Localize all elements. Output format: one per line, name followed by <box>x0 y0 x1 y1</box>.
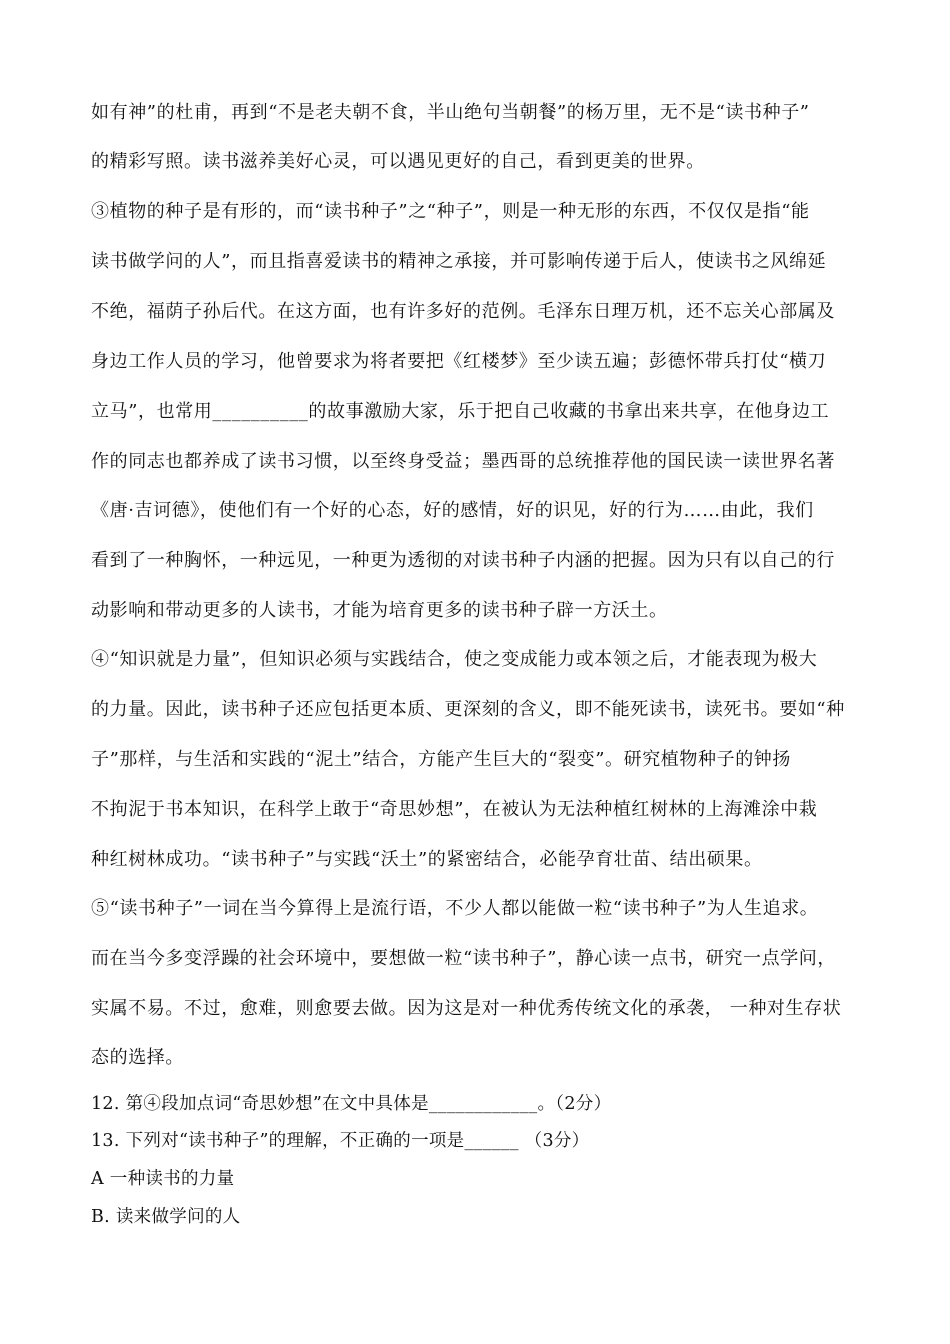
option-a: A 一种读书的力量 <box>91 1169 235 1189</box>
passage-line: ⑤“读书种子”一词在当今算得上是流行语，不少人都以能做一粒“读书种子”为人生追求。 <box>91 898 819 919</box>
passage-line: 如有神”的杜甫，再到“不是老夫朝不食，半山绝句当朝餐”的杨万里，无不是“读书种子” <box>91 102 810 123</box>
passage-line: 动影响和带动更多的人读书，才能为培育更多的读书种子辟一方沃土。 <box>91 600 668 621</box>
passage-line: 而在当今多变浮躁的社会环境中，要想做一粒“读书种子”，静心读一点书，研究一点学问， <box>91 948 836 969</box>
passage-line: 态的选择。 <box>91 1047 184 1068</box>
passage-line: 种红树林成功。“读书种子”与实践“沃土”的紧密结合，必能孕育壮苗、结出硕果。 <box>91 849 763 870</box>
passage-line: ③植物的种子是有形的，而“读书种子”之“种子”，则是一种无形的东西，不仅仅是指“能 <box>91 201 810 222</box>
passage-line: 《唐·吉诃德》，使他们有一个好的心态，好的感情，好的识见，好的行为……由此，我们 <box>91 500 814 521</box>
passage-line: 不拘泥于书本知识，在科学上敢于“奇思妙想”，在被认为无法种植红树林的上海滩涂中栽 <box>91 799 818 820</box>
question-13: 13. 下列对“读书种子”的理解，不正确的一项是______ （3分） <box>91 1131 590 1151</box>
passage-line: ④“知识就是力量”，但知识必须与实践结合，使之变成能力或本领之后，才能表现为极大 <box>91 649 818 670</box>
passage-line: 看到了一种胸怀，一种远见，一种更为透彻的对读书种子内涵的把握。因为只有以自己的行 <box>91 550 835 571</box>
passage-line: 立马”，也常用__________的故事激励大家，乐于把自己收藏的书拿出来共享，在他身边工 <box>91 401 830 422</box>
passage-line: 身边工作人员的学习，他曾要求为将者要把《红楼梦》至少读五遍；彭德怀带兵打仗“横刀 <box>91 351 827 372</box>
passage-line: 读书做学问的人”，而且指喜爱读书的精神之承接，并可影响传递于后人，使读书之风绵延 <box>91 251 827 272</box>
passage-line: 的力量。因此，读书种子还应包括更本质、更深刻的含义，即不能死读书，读死书。要如“种 <box>91 699 845 720</box>
passage-line: 子”那样，与生活和实践的“泥土”结合，方能产生巨大的“裂变”。研究植物种子的钟扬 <box>91 749 792 770</box>
passage-line: 不绝，福荫子孙后代。在这方面，也有许多好的范例。毛泽东日理万机，还不忘关心部属及 <box>91 301 835 322</box>
passage-line: 实属不易。不过，愈难，则愈要去做。因为这是对一种优秀传统文化的承袭， 一种对生存状 <box>91 998 842 1019</box>
option-b: B. 读来做学问的人 <box>91 1207 241 1227</box>
question-12: 12. 第④段加点词“奇思妙想”在文中具体是____________。（2分） <box>91 1094 612 1114</box>
passage-line: 作的同志也都养成了读书习惯，以至终身受益；墨西哥的总统推荐他的国民读一读世界名著 <box>91 451 835 472</box>
passage-line: 的精彩写照。读书滋养美好心灵，可以遇见更好的自己，看到更美的世界。 <box>91 151 705 172</box>
